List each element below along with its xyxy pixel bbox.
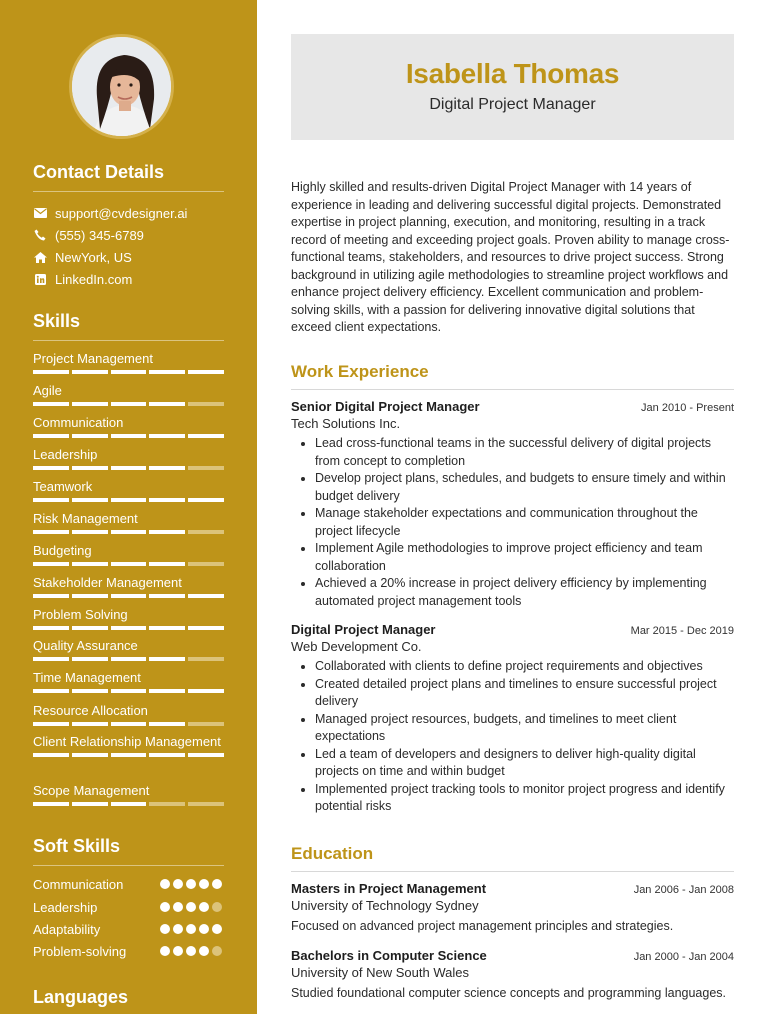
soft-skills-heading: Soft Skills [33,836,224,866]
education-date: Jan 2000 - Jan 2004 [633,951,734,963]
job-company: Tech Solutions Inc. [291,416,401,431]
avatar [69,34,174,139]
rating-dot [199,924,209,934]
skill-name: Budgeting [33,543,92,558]
skill-level-segment [33,753,69,757]
school-name: University of Technology Sydney [291,898,479,913]
skill-name: Leadership [33,447,98,462]
skill-level-segment [188,626,224,630]
skills-heading: Skills [33,311,224,341]
list-item: • Created detailed project plans and timelines to ensure successful project delivery [315,676,734,711]
rating-dot [186,879,196,889]
skill-level-segment [188,657,224,661]
skill-name: Teamwork [33,479,93,494]
degree-title: Masters in Project Management [291,881,487,896]
job-company: Web Development Co. [291,639,422,654]
skill-level-bar [33,434,224,438]
skill-level-segment [33,802,69,806]
skill-level-segment [72,753,108,757]
job-date: Mar 2015 - Dec 2019 [630,625,734,637]
education-description: Studied foundational computer science concepts and programming languages. [291,986,726,1000]
name-header [291,34,734,140]
skill-item [33,510,224,534]
skill-name: Client Relationship Management [33,734,221,749]
skill-level-segment [149,722,185,726]
skill-level-segment [72,722,108,726]
contact-location-text: NewYork, US [55,249,132,265]
soft-skill-item [33,898,224,916]
skill-level-segment [72,466,108,470]
rating-dot [212,946,222,956]
rating-dot [212,902,222,912]
contact-phone-text: (555) 345-6789 [55,227,144,243]
rating-dot [160,924,170,934]
skill-level-segment [72,802,108,806]
skill-item [33,382,224,406]
skill-level-segment [72,594,108,598]
list-item: • Managed project resources, budgets, and timelines to meet client expectations [315,711,734,746]
soft-skill-item [33,942,224,960]
skill-level-segment [188,530,224,534]
school-name: University of New South Wales [291,965,469,980]
skill-level-bar [33,562,224,566]
skill-item [33,478,224,502]
job-bullets [291,435,734,610]
skill-level-segment [149,626,185,630]
skill-level-bar [33,626,224,630]
rating-dot [199,946,209,956]
skill-name: Scope Management [33,783,150,798]
skill-level-segment [33,626,69,630]
skill-level-segment [149,802,185,806]
skill-level-bar [33,594,224,598]
skill-level-segment [188,689,224,693]
skill-name: Problem Solving [33,607,128,622]
soft-skill-name: Problem-solving [33,943,127,959]
phone-icon [33,228,47,242]
skill-item [33,733,224,757]
contact-email-text: support@cvdesigner.ai [55,205,188,221]
list-item: • Implement Agile methodologies to improve project efficiency and team collaboration [315,540,734,575]
envelope-icon [33,206,47,220]
job-entry [291,622,734,816]
skill-item [33,350,224,374]
rating-dot [173,924,183,934]
skill-level-segment [111,753,147,757]
rating-dot [212,879,222,889]
skill-level-segment [72,434,108,438]
skill-level-segment [149,689,185,693]
rating-dot [173,946,183,956]
skill-level-segment [33,466,69,470]
contact-email[interactable] [33,204,187,222]
skill-level-segment [188,402,224,406]
skill-level-bar [33,753,224,757]
skill-level-segment [72,626,108,630]
job-title: Digital Project Manager [291,622,436,637]
candidate-name: Isabella Thomas [405,58,620,89]
sidebar [0,0,257,1014]
skill-item [33,637,224,661]
skill-level-bar [33,657,224,661]
skill-name: Communication [33,415,124,430]
skill-level-segment [72,657,108,661]
contact-heading: Contact Details [33,162,224,192]
skill-level-segment [111,802,147,806]
skill-level-segment [188,434,224,438]
rating-dot [186,924,196,934]
skill-level-segment [33,689,69,693]
skill-level-segment [188,498,224,502]
rating-dot [212,924,222,934]
rating-dot [199,879,209,889]
languages-heading: Languages [33,987,129,1007]
portrait-illustration [72,37,174,139]
skill-level-segment [188,466,224,470]
skill-level-segment [188,370,224,374]
skill-level-segment [33,722,69,726]
skill-item [33,702,224,726]
skill-level-segment [188,594,224,598]
education-entry [291,948,734,1003]
skill-level-bar [33,370,224,374]
education-description: Focused on advanced project management principles and strategies. [291,919,674,933]
rating-dot [186,902,196,912]
rating-dot [160,946,170,956]
skill-level-segment [72,402,108,406]
soft-skill-name: Leadership [33,899,98,915]
skill-item [33,606,224,630]
skill-level-segment [149,402,185,406]
candidate-role: Digital Project Manager [429,96,596,113]
skill-level-segment [111,466,147,470]
list-item: • Collaborated with clients to define project requirements and objectives [315,658,734,676]
skill-item [33,542,224,566]
skill-item [33,574,224,598]
rating-dot [173,902,183,912]
job-date: Jan 2010 - Present [641,402,734,414]
education-entry [291,881,734,936]
skill-level-segment [149,530,185,534]
skill-name: Stakeholder Management [33,575,182,590]
skill-level-segment [149,466,185,470]
skill-level-segment [33,594,69,598]
rating-dot [160,879,170,889]
rating-dot [160,902,170,912]
soft-skill-item [33,875,224,893]
list-item: • Implemented project tracking tools to monitor project progress and identify potential risks [315,781,734,816]
skill-level-segment [111,434,147,438]
soft-skill-rating [160,879,222,889]
skill-level-segment [149,594,185,598]
skill-level-segment [149,434,185,438]
skill-level-segment [149,562,185,566]
skill-level-segment [111,689,147,693]
profile-summary: Highly skilled and results-driven Digital Project Manager with 14 years of experience in leading and delivering successful digital projects. Demonstrated expertise in project planning, execution, and monitoring, resulting in a track record of meeting and exceeding project goals. Proven ability to manage cross-functional teams, stakeholders, and resources to drive project success. Strong background in utilizing agile methodologies to streamline project workflows and enhance project delivery efficiency. Excellent communication and problem-solving skills, with a passion for delivering innovative digital solutions that exceed client expectations. [291,180,730,334]
skill-level-segment [188,722,224,726]
skill-level-segment [33,530,69,534]
home-icon [33,250,47,264]
list-item: • Led a team of developers and designers to deliver high-quality digital projects on time and within budget [315,746,734,781]
skill-level-bar [33,689,224,693]
skill-level-segment [149,498,185,502]
soft-skill-name: Communication [33,876,124,892]
skill-level-segment [188,802,224,806]
soft-skill-rating [160,946,222,956]
skill-level-segment [72,498,108,502]
job-title: Senior Digital Project Manager [291,399,480,414]
rating-dot [186,946,196,956]
skill-level-segment [111,657,147,661]
rating-dot [173,879,183,889]
soft-skill-name: Adaptability [33,921,101,937]
skill-level-segment [33,402,69,406]
skill-level-bar [33,802,224,806]
skill-name: Risk Management [33,511,138,526]
skill-level-segment [111,562,147,566]
list-item: • Manage stakeholder expectations and communication throughout the project lifecycle [315,505,734,540]
list-item: • Achieved a 20% increase in project delivery efficiency by implementing automated project management tools [315,575,734,610]
skill-level-segment [33,498,69,502]
skill-level-segment [33,434,69,438]
contact-phone[interactable] [33,226,144,244]
skill-name: Time Management [33,670,141,685]
skill-level-bar [33,530,224,534]
skill-level-segment [33,657,69,661]
skill-item [33,414,224,438]
skill-level-segment [111,402,147,406]
work-experience-heading: Work Experience [291,362,734,390]
skill-level-bar [33,498,224,502]
skill-level-segment [111,370,147,374]
soft-skill-rating [160,924,222,934]
skill-level-bar [33,466,224,470]
list-item: • Lead cross-functional teams in the successful delivery of digital projects from concept to completion [315,435,734,470]
skill-name: Resource Allocation [33,703,148,718]
linkedin-icon [33,272,47,286]
skill-level-segment [72,689,108,693]
contact-location [33,248,132,266]
skill-item [33,782,224,806]
skill-level-segment [149,753,185,757]
soft-skill-item [33,920,224,938]
skill-level-bar [33,722,224,726]
skill-name: Quality Assurance [33,638,138,653]
contact-linkedin-text: LinkedIn.com [55,271,133,287]
skill-level-segment [111,594,147,598]
skill-level-segment [72,530,108,534]
education-date: Jan 2006 - Jan 2008 [633,884,734,896]
skill-name: Agile [33,383,62,398]
skill-level-segment [149,370,185,374]
skill-level-segment [72,370,108,374]
skill-level-segment [33,370,69,374]
job-entry [291,399,734,610]
job-bullets [291,658,734,816]
rating-dot [199,902,209,912]
skill-item [33,669,224,693]
education-heading: Education [291,844,734,872]
skill-level-segment [33,562,69,566]
skill-level-bar [33,402,224,406]
skill-name: Project Management [33,351,153,366]
list-item: • Develop project plans, schedules, and budgets to ensure timely and within budget delivery [315,470,734,505]
skill-level-segment [111,722,147,726]
skill-level-segment [111,626,147,630]
skill-level-segment [111,530,147,534]
skill-level-segment [188,753,224,757]
contact-linkedin[interactable] [33,270,132,288]
degree-title: Bachelors in Computer Science [291,948,487,963]
skill-level-segment [111,498,147,502]
skill-level-segment [149,657,185,661]
skill-level-segment [188,562,224,566]
skill-item [33,446,224,470]
soft-skill-rating [160,902,222,912]
skill-level-segment [72,562,108,566]
